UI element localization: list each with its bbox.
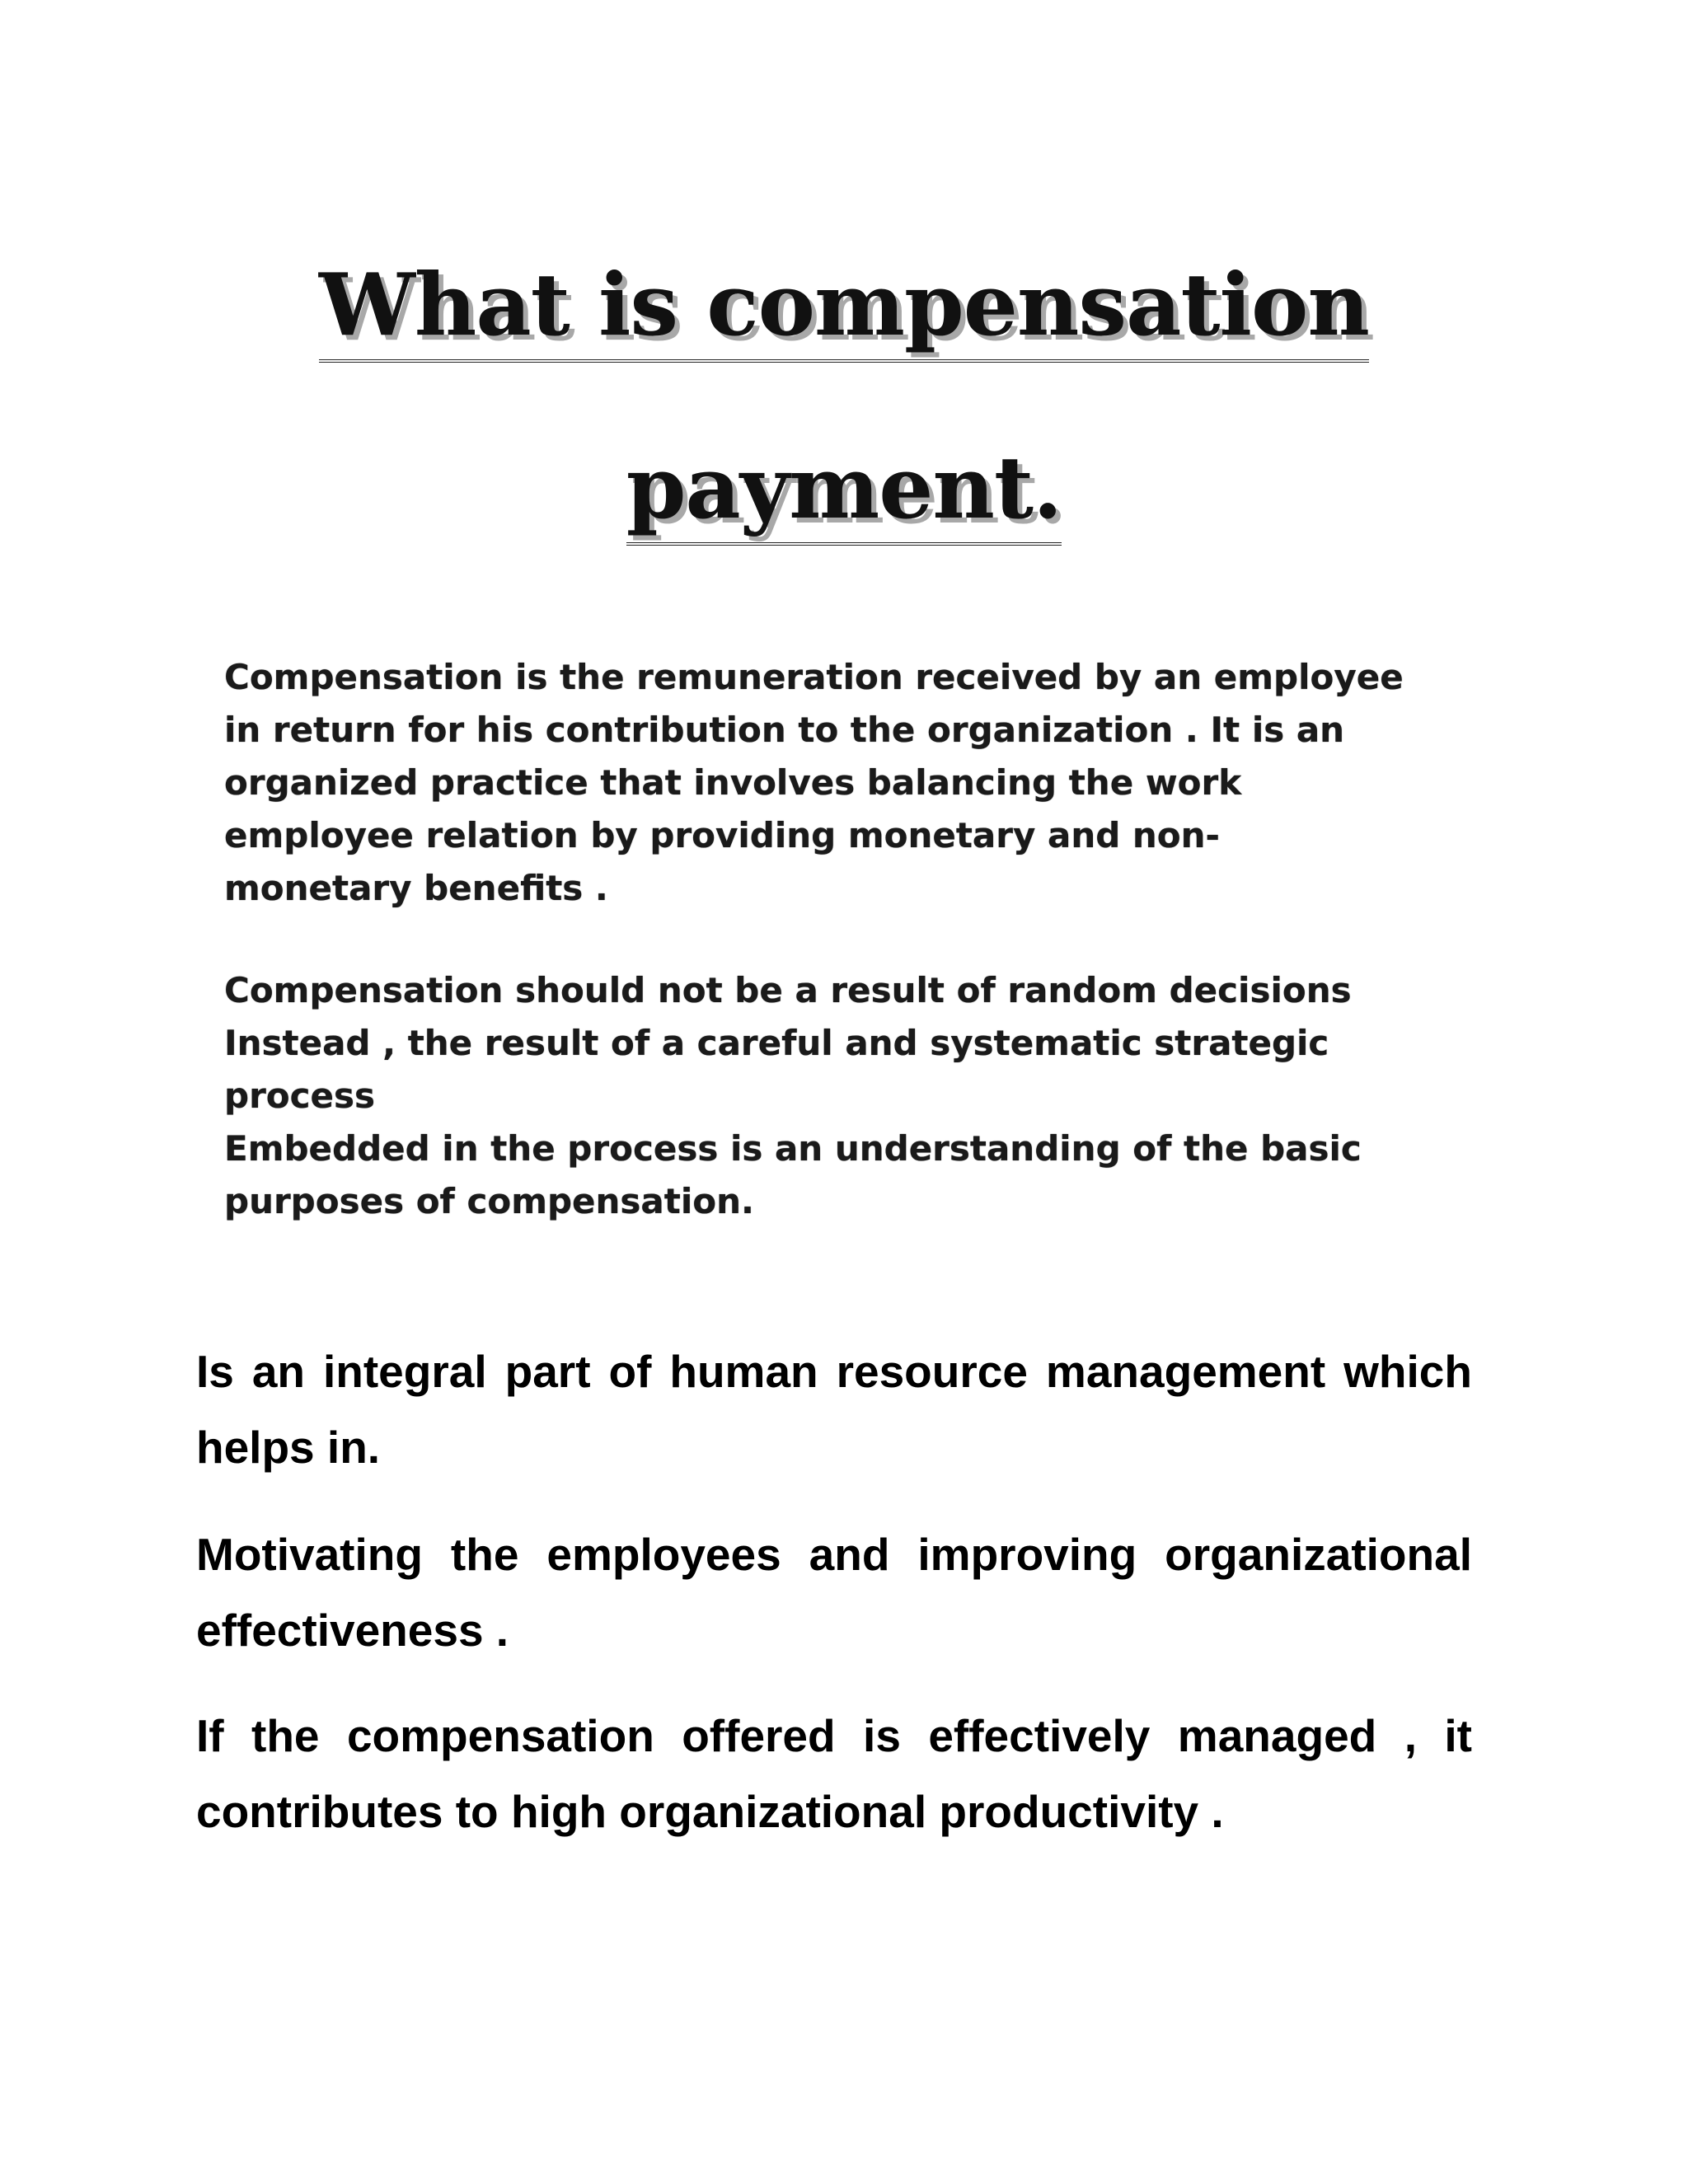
definition-line: Compensation is the remuneration received by an employee <box>224 657 1404 697</box>
definition-block <box>224 651 1477 1228</box>
body-paragraph-integral-part: Is an integral part of human resource management which helps in. <box>196 1346 1472 1473</box>
definition-line: employee relation by providing monetary and non- <box>224 815 1220 855</box>
page-title-line-1 <box>0 254 1688 363</box>
body-paragraph-motivating: Motivating the employees and improving organizational effectiveness . <box>196 1529 1472 1656</box>
definition-line: Embedded in the process is an understanding of the basic <box>224 1128 1362 1169</box>
page-title-line-2 <box>0 437 1688 546</box>
definition-line: organized practice that involves balancing the work <box>224 762 1242 803</box>
definition-line: in return for his contribution to the organization . It is an <box>224 710 1345 750</box>
definition-line: Compensation should not be a result of random decisions <box>224 970 1352 1010</box>
page-title-text-1: What is compensation <box>319 262 1369 363</box>
definition-line: purposes of compensation. <box>224 1181 754 1221</box>
definition-line: Instead , the result of a careful and systematic strategic <box>224 1023 1329 1063</box>
page-title-text-2: payment. <box>626 445 1062 546</box>
definition-line: process <box>224 1076 376 1116</box>
body-paragraph-productivity: If the compensation offered is effectively managed , it contributes to high organizational productivity . <box>196 1710 1472 1837</box>
definition-line: monetary benefits . <box>224 868 608 908</box>
paragraph-spacer <box>224 915 1477 964</box>
